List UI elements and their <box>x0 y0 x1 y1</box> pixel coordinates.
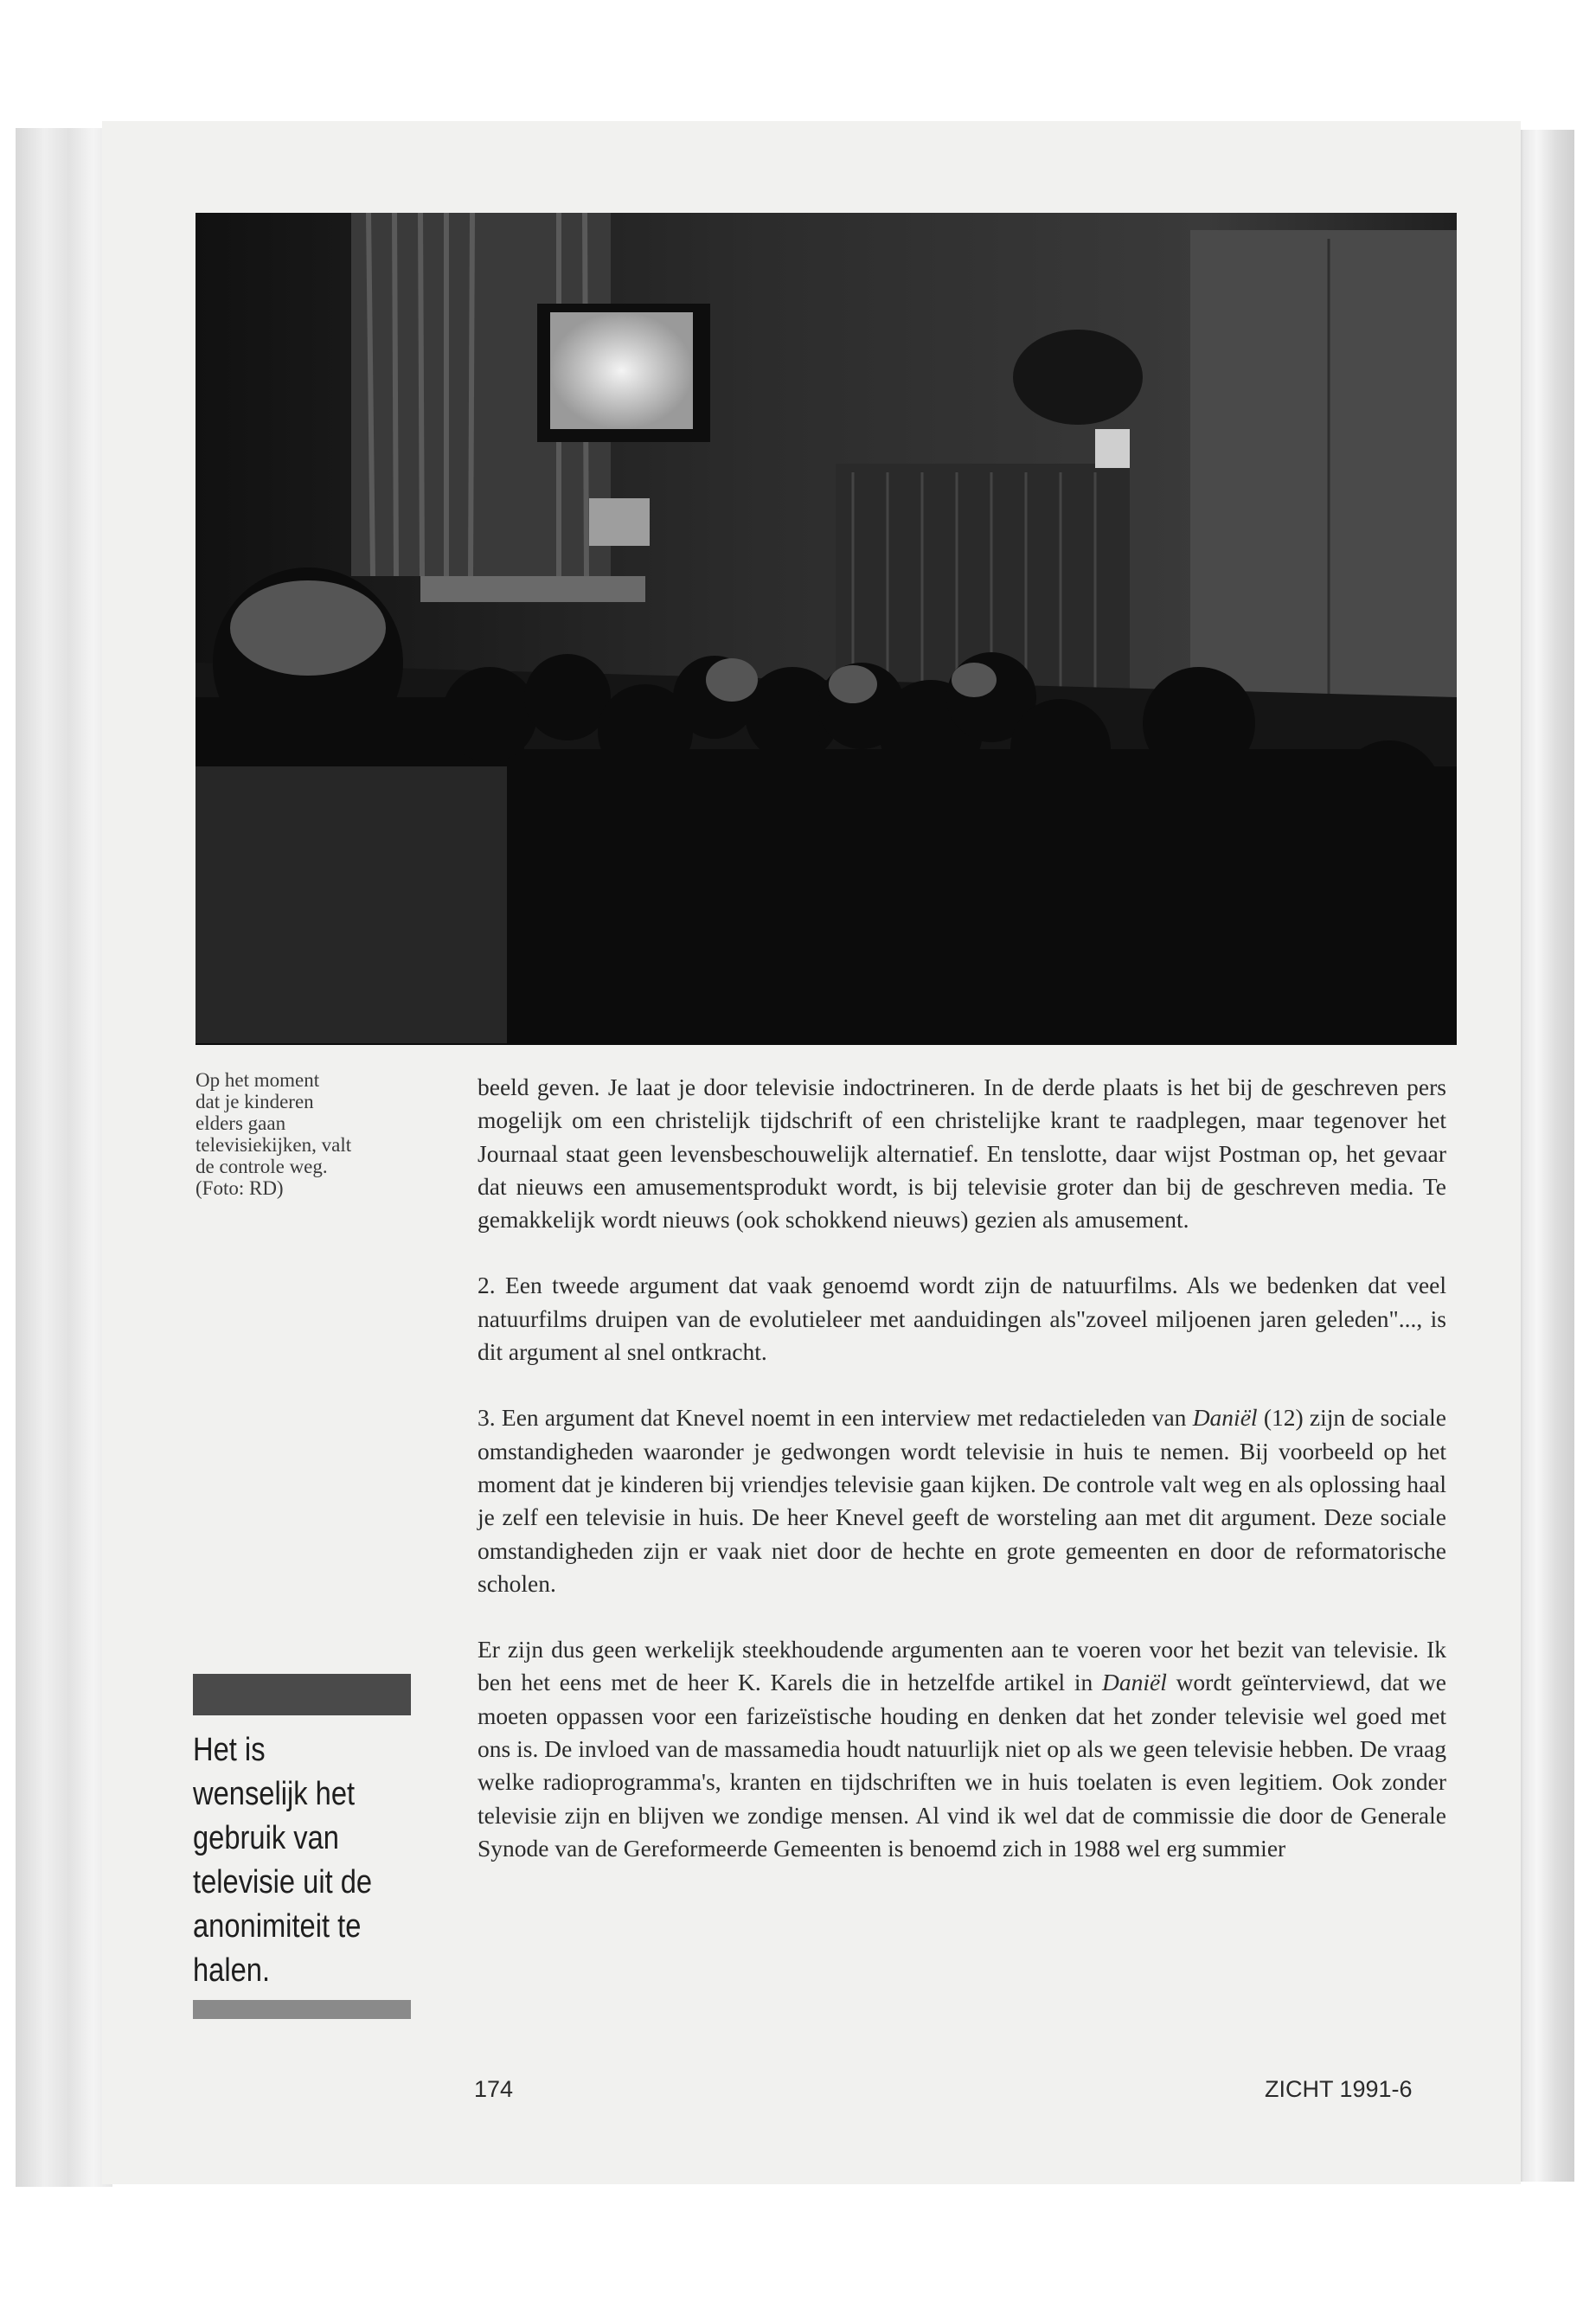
pullquote-bottom-bar <box>193 2000 411 2019</box>
caption-line: televisiekijken, valt <box>195 1134 352 1156</box>
book-left-edge <box>16 128 112 2187</box>
paragraph-1: beeld geven. Je laat je door televisie indoctrineren. In de derde plaats is het bij de geschreven pers mogelijk om een christelijk tijdschrift of een christelijke krant te raadplegen, maar tegenover het Journaal staat geen levensbeschouwelijk alternatief. En tenslotte, daar wijst Postman op, het gevaar dat nieuws een amusementsprodukt wordt, is bij televisie groter dan bij de geschreven media. Te gemakkelijk wordt nieuws (ook schokkend nieuws) gezien als amusement. <box>478 1074 1446 1234</box>
pullquote-line: gebruik van <box>193 1820 339 1856</box>
article-body <box>478 1071 1446 1898</box>
tv-viewing-photo <box>195 213 1457 1045</box>
caption-line: elders gaan <box>195 1112 286 1134</box>
caption-line: dat je kinderen <box>195 1091 314 1112</box>
photo-caption <box>195 1069 403 1199</box>
pullquote-line: halen. <box>193 1952 271 1989</box>
caption-line: de controle weg. <box>195 1156 328 1177</box>
italic-title: Daniël <box>1101 1669 1167 1696</box>
paragraph-2: 2. Een tweede argument dat vaak genoemd wordt zijn de natuurfilms. Als we bedenken dat veel natuurfilms druipen van de evolutieleer met aanduidingen als"zoveel miljoenen jaren geleden"..., is dit argument al snel ontkracht. <box>478 1272 1446 1366</box>
pullquote-line: televisie uit de <box>193 1864 373 1900</box>
pullquote-line: wenselijk het <box>193 1776 356 1812</box>
paragraph-3: 3. Een argument dat Knevel noemt in een interview met redactieleden van Daniël (12) zijn de sociale omstandigheden waaronder je gedwongen wordt televisie in huis te nemen. Bij voorbeeld op het moment dat je kinderen bij vriendjes televisie gaan kijken. De controle valt weg en als oplossing haal je zelf een televisie in huis. De heer Knevel geeft de worsteling aan met dit argument. Deze sociale omstandigheden zijn er vaak niet door de hechte en grote gemeenten en door de reformatorische scholen. <box>478 1404 1447 1597</box>
pullquote-line: Het is <box>193 1732 266 1768</box>
caption-line: (Foto: RD) <box>195 1177 284 1199</box>
photo-illustration <box>195 213 1457 1045</box>
italic-title: Daniël <box>1192 1404 1258 1432</box>
pullquote-line: anonimiteit te <box>193 1908 362 1945</box>
paragraph-4: Er zijn dus geen werkelijk steekhoudende argumenten aan te voeren voor het bezit van televisie. Ik ben het eens met de heer K. Karels die in hetzelfde artikel in Daniël wordt geïnterviewd, dat we moeten oppassen voor een farizeïstische houding en denken dat het zonder televisie wel goed met ons is. De invloed van de massamedia houdt natuurlijk niet op als we geen televisie hebben. De vraag welke radioprogramma's, kranten en tijdschriften we in huis toelaten is even legitiem. Ook zonder televisie zijn en blijven we zondige mensen. Al vind ik wel dat de commissie die door de Generale Synode van de Gereformeerde Gemeenten is benoemd zich in 1988 wel erg summier <box>478 1636 1446 1862</box>
pullquote-top-bar <box>193 1674 411 1715</box>
caption-line: Op het moment <box>195 1069 320 1091</box>
page-number: 174 <box>474 2076 514 2102</box>
pullquote <box>193 1728 387 1993</box>
magazine-issue: ZICHT 1991-6 <box>1265 2076 1413 2102</box>
book-right-edge <box>1512 130 1574 2182</box>
